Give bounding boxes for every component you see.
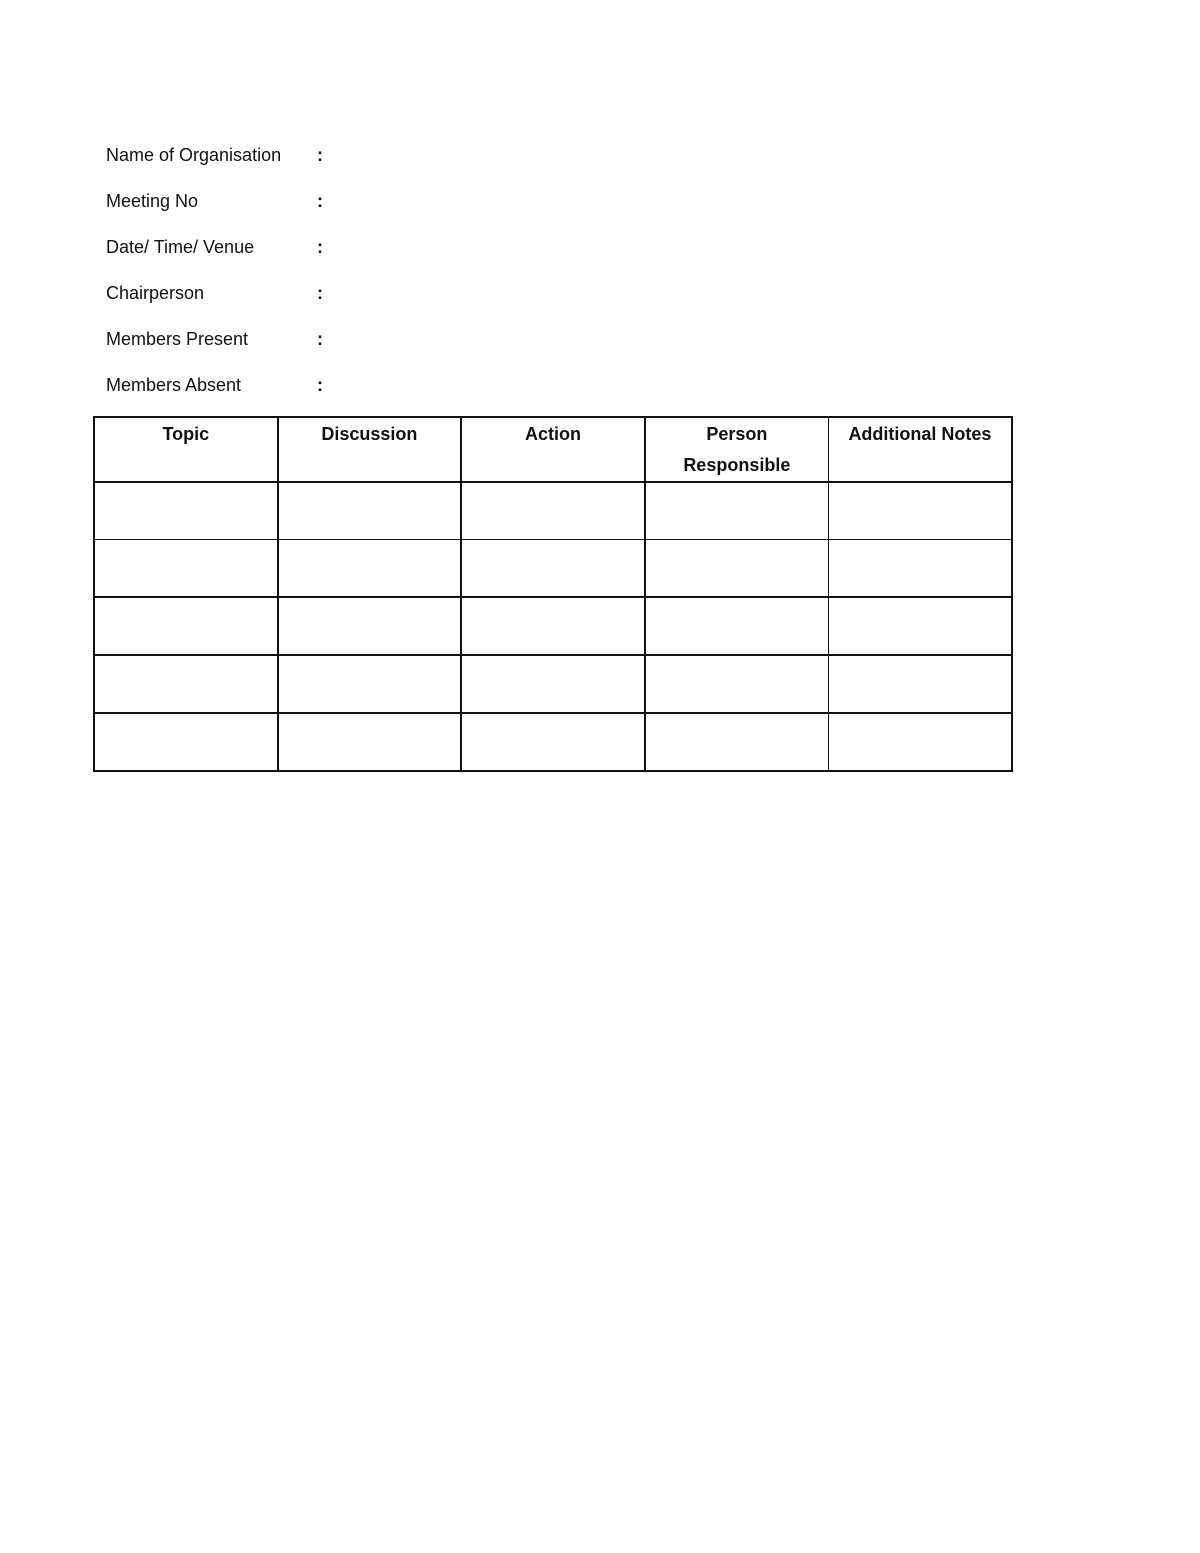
- table-cell[interactable]: [828, 713, 1012, 771]
- column-header-additional-notes: Additional Notes: [828, 417, 1012, 482]
- table-cell[interactable]: [94, 655, 278, 713]
- table-cell[interactable]: [278, 713, 462, 771]
- field-label: Chairperson: [106, 283, 205, 303]
- table-cell[interactable]: [828, 482, 1012, 540]
- table-cell[interactable]: [828, 540, 1012, 598]
- table-row: [94, 655, 1012, 713]
- field-label: Members Absent: [106, 375, 242, 395]
- table-cell[interactable]: [278, 482, 462, 540]
- field-label: Date/ Time/ Venue: [106, 237, 255, 257]
- field-colon: :: [317, 191, 323, 211]
- table-cell[interactable]: [94, 713, 278, 771]
- table-cell[interactable]: [278, 655, 462, 713]
- table-cell[interactable]: [461, 655, 645, 713]
- field-colon: :: [317, 329, 323, 349]
- field-colon: :: [317, 375, 323, 395]
- table-row: [94, 482, 1012, 540]
- field-organisation: [106, 142, 706, 188]
- field-label: Name of Organisation: [106, 145, 282, 165]
- field-members-present: [106, 326, 706, 372]
- table-cell[interactable]: [461, 482, 645, 540]
- table-cell[interactable]: [94, 540, 278, 598]
- table-cell[interactable]: [461, 540, 645, 598]
- field-label: Members Present: [106, 329, 249, 349]
- table-cell[interactable]: [94, 597, 278, 655]
- field-meeting-no: [106, 188, 706, 234]
- table-cell[interactable]: [94, 482, 278, 540]
- table-row: [94, 597, 1012, 655]
- table-cell[interactable]: [278, 540, 462, 598]
- meeting-details: [106, 142, 706, 418]
- field-colon: :: [317, 145, 323, 165]
- field-members-absent: [106, 372, 706, 418]
- column-header-action: Action: [461, 417, 645, 482]
- table-cell[interactable]: [645, 713, 829, 771]
- table-row: [94, 713, 1012, 771]
- field-label: Meeting No: [106, 191, 199, 211]
- minutes-table: [93, 416, 1013, 772]
- table-cell[interactable]: [278, 597, 462, 655]
- column-header-topic: Topic: [94, 417, 278, 482]
- table-cell[interactable]: [645, 597, 829, 655]
- field-date-time-venue: [106, 234, 706, 280]
- table-cell[interactable]: [828, 655, 1012, 713]
- column-header-person-responsible: Person Responsible: [645, 417, 829, 482]
- table-cell[interactable]: [645, 540, 829, 598]
- field-chairperson: [106, 280, 706, 326]
- table-cell[interactable]: [828, 597, 1012, 655]
- field-colon: :: [317, 237, 323, 257]
- table-header-row: [94, 417, 1012, 482]
- field-colon: :: [317, 283, 323, 303]
- table-cell[interactable]: [645, 655, 829, 713]
- table-row: [94, 540, 1012, 598]
- column-header-discussion: Discussion: [278, 417, 462, 482]
- table-cell[interactable]: [461, 597, 645, 655]
- table-cell[interactable]: [461, 713, 645, 771]
- table-cell[interactable]: [645, 482, 829, 540]
